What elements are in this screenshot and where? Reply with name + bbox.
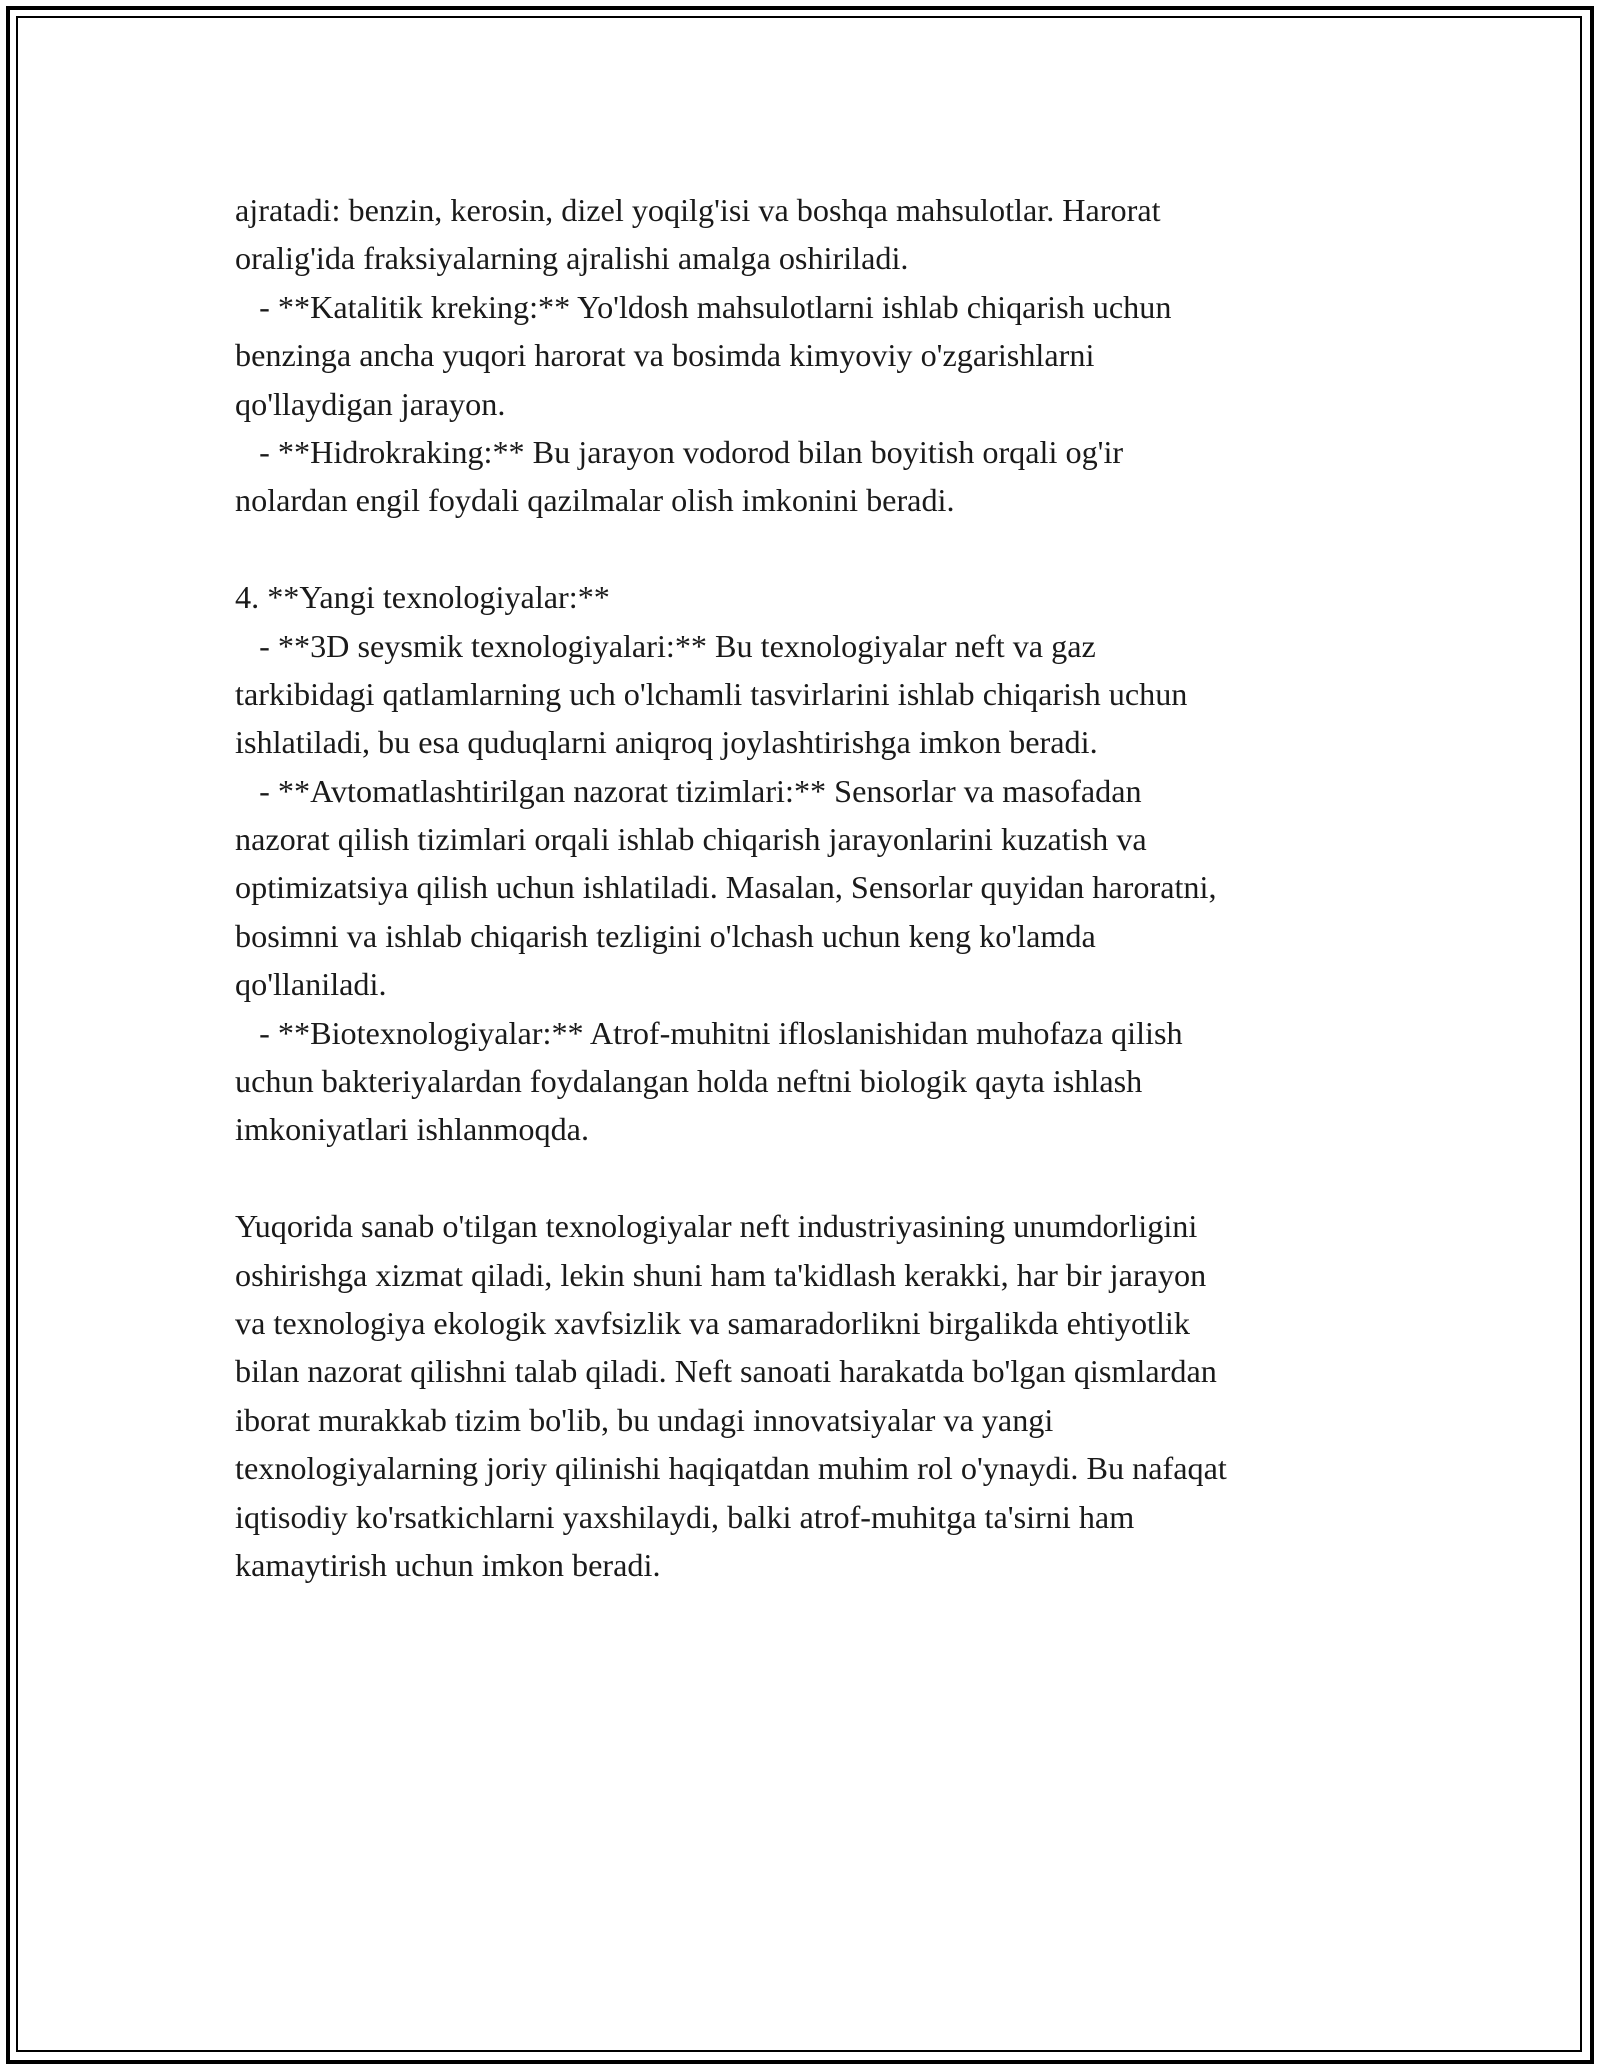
text-line: nolardan engil foydali qazilmalar olish imkonini beradi. — [235, 482, 955, 519]
list-item-3d-seysmik: - **3D seysmik texnologiyalari:** Bu texnologiyalar neft va gaz — [235, 627, 1096, 664]
text-line: optimizatsiya qilish uchun ishlatiladi. Masalan, Sensorlar quyidan haroratni, — [235, 869, 1217, 906]
text-line: tarkibidagi qatlamlarning uch o'lchamli tasvirlarini ishlab chiqarish uchun — [235, 675, 1188, 712]
section-3-tail — [235, 186, 1395, 525]
text-line: oralig'ida fraksiyalarning ajralishi amalga oshiriladi. — [235, 240, 909, 277]
text-line: iqtisodiy ko'rsatkichlarni yaxshilaydi, balki atrof-muhitga ta'sirni ham — [235, 1498, 1135, 1535]
text-line: Yuqorida sanab o'tilgan texnologiyalar neft industriyasining unumdorligini — [235, 1208, 1198, 1245]
paragraph-gap — [235, 525, 1395, 573]
text-line: qo'llaydigan jarayon. — [235, 385, 506, 422]
text-line: iborat murakkab tizim bo'lib, bu undagi innovatsiyalar va yangi — [235, 1401, 1054, 1438]
list-item-hidrokraking: - **Hidrokraking:** Bu jarayon vodorod bilan boyitish orqali og'ir — [235, 433, 1124, 470]
document-body — [235, 186, 1395, 1589]
text-line: uchun bakteriyalardan foydalangan holda neftni biologik qayta ishlash — [235, 1063, 1143, 1100]
text-line: imkoniyatlari ishlanmoqda. — [235, 1111, 589, 1148]
text-line: va texnologiya ekologik xavfsizlik va samaradorlikni birgalikda ehtiyotlik — [235, 1304, 1190, 1341]
text-line: bilan nazorat qilishni talab qiladi. Neft sanoati harakatda bo'lgan qismlardan — [235, 1353, 1217, 1390]
conclusion-paragraph — [235, 1202, 1395, 1589]
text-line: oshirishga xizmat qiladi, lekin shuni ham ta'kidlash kerakki, har bir jarayon — [235, 1256, 1207, 1293]
text-line: nazorat qilish tizimlari orqali ishlab chiqarish jarayonlarini kuzatish va — [235, 821, 1147, 858]
text-line: benzinga ancha yuqori harorat va bosimda kimyoviy o'zgarishlarni — [235, 337, 1095, 374]
section-heading: 4. **Yangi texnologiyalar:** — [235, 579, 610, 616]
text-line: ishlatiladi, bu esa quduqlarni aniqroq joylashtirishga imkon beradi. — [235, 724, 1098, 761]
list-item-biotexnologiyalar: - **Biotexnologiyalar:** Atrof-muhitni ifloslanishidan muhofaza qilish — [235, 1014, 1183, 1051]
list-item-avtomatlashtirilgan: - **Avtomatlashtirilgan nazorat tizimlari:** Sensorlar va masofadan — [235, 772, 1142, 809]
text-line: texnologiyalarning joriy qilinishi haqiqatdan muhim rol o'ynaydi. Bu nafaqat — [235, 1450, 1227, 1487]
list-item-katalitik-kreking: - **Katalitik kreking:** Yo'ldosh mahsulotlarni ishlab chiqarish uchun — [235, 288, 1172, 325]
text-line: qo'llaniladi. — [235, 966, 387, 1003]
text-line: kamaytirish uchun imkon beradi. — [235, 1546, 661, 1583]
section-4 — [235, 573, 1395, 1154]
paragraph-gap — [235, 1154, 1395, 1202]
text-line: ajratadi: benzin, kerosin, dizel yoqilg'isi va boshqa mahsulotlar. Harorat — [235, 192, 1161, 228]
text-line: bosimni va ishlab chiqarish tezligini o'lchash uchun keng ko'lamda — [235, 917, 1096, 954]
